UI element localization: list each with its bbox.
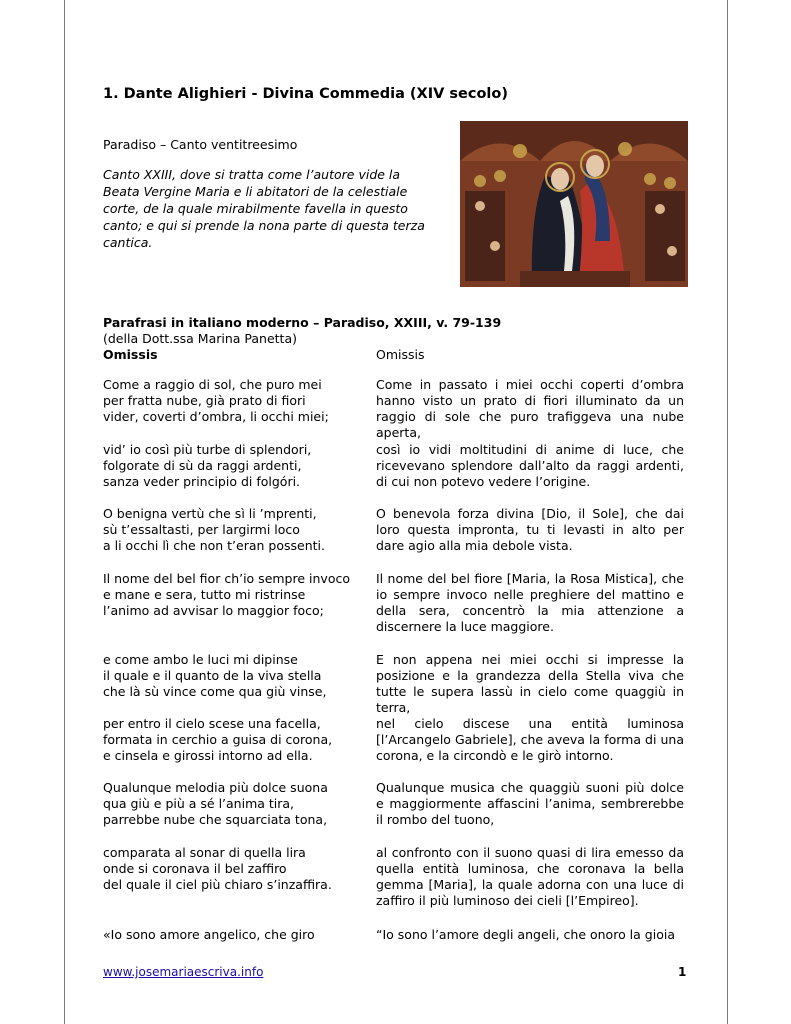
paraphrase-heading: Parafrasi in italiano moderno – Paradiso, XXIII, v. 79-139 (103, 315, 502, 330)
omissis-right: Omissis (376, 347, 425, 362)
omissis-left: Omissis (103, 347, 158, 362)
stanza-paraphrase: “Io sono l’amore degli angeli, che onoro la gioia (376, 927, 675, 942)
painting-illustration (460, 121, 688, 287)
page-number: 1 (678, 965, 687, 979)
stanza-original: per entro il cielo scese una facella, formata in cerchio a guisa di corona, e cinsela e girossi intorno ad ella. (103, 716, 333, 763)
canto-subtitle: Paradiso – Canto ventitreesimo (103, 137, 298, 152)
stanza-original: O benigna vertù che sì li ’mprenti, sù t’essaltasti, per largirmi loco a li occhi lì che non t’eran possenti. (103, 506, 325, 553)
coronation-of-the-virgin-painting (460, 121, 688, 287)
stanza-paraphrase: Il nome del bel fiore [Maria, la Rosa Mistica], che io sempre invoco nelle preghiere del mattino e della sera, concentrò la mia attenzione a discernere la luce maggiore. (376, 571, 684, 634)
paraphrase-author: (della Dott.ssa Marina Panetta) (103, 331, 297, 346)
stanza-original: comparata al sonar di quella lira onde si coronava il bel zaffiro del quale il ciel più chiaro s’inzaffira. (103, 845, 332, 892)
canto-intro: Canto XXIII, dove si tratta come l’autore vide la Beata Vergine Maria e li abitatori de la celestiale corte, de la quale mirabilmente favella in questo canto; e qui si prende la nona parte di questa terza cantica. (103, 167, 425, 250)
stanza-original: «Io sono amore angelico, che giro (103, 927, 315, 942)
stanza-original: e come ambo le luci mi dipinse il quale e il quanto de la viva stella che là sù vince come qua giù vinse, (103, 652, 327, 699)
stanza-original: Come a raggio di sol, che puro mei per fratta nube, già prato di fiori vider, coverti d’ombra, li occhi miei; (103, 377, 329, 424)
footer-website-link[interactable]: www.josemariaescriva.info (103, 965, 264, 979)
stanza-paraphrase: così io vidi moltitudini di anime di luce, che ricevevano splendore dall’alto da raggi ardenti, di cui non potevo vedere l’origine. (376, 442, 684, 489)
stanza-paraphrase: O benevola forza divina [Dio, il Sole], che dai loro questa impronta, tu ti levasti in alto per dare agio alla mia debole vista. (376, 506, 684, 553)
stanza-original: Il nome del bel fior ch’io sempre invoco e mane e sera, tutto mi ristrinse l’animo ad avvisar lo maggior foco; (103, 571, 350, 618)
page-right-border (727, 0, 728, 1024)
stanza-paraphrase: E non appena nei miei occhi si impresse la posizione e la grandezza della Stella viva che tutte le supera lassù in cielo come quaggiù in terra, (376, 652, 684, 715)
stanza-paraphrase: nel cielo discese una entità luminosa [l’Arcangelo Gabriele], che aveva la forma di una corona, e la circondò e le girò intorno. (376, 716, 684, 763)
stanza-paraphrase: al confronto con il suono quasi di lira emesso da quella entità luminosa, che coronava la bella gemma [Maria], la quale adorna con una luce di zaffiro il più luminoso dei cieli [l’Empireo]. (376, 845, 684, 908)
document-title: 1. Dante Alighieri - Divina Commedia (XIV secolo) (103, 86, 508, 102)
stanza-paraphrase: Qualunque musica che quaggiù suoni più dolce e maggiormente affascini l’anima, sembrerebbe il rombo del tuono, (376, 780, 684, 827)
stanza-original: Qualunque melodia più dolce suona qua giù e più a sé l’anima tira, parrebbe nube che squarciata tona, (103, 780, 328, 827)
stanza-paraphrase: Come in passato i miei occhi coperti d’ombra hanno visto un prato di fiori illuminato da un raggio di sole che puro trafiggeva una nube aperta, (376, 377, 684, 440)
stanza-original: vid’ io così più turbe di splendori, folgorate di sù da raggi ardenti, sanza veder principio di folgóri. (103, 442, 312, 489)
page-left-border (64, 0, 65, 1024)
